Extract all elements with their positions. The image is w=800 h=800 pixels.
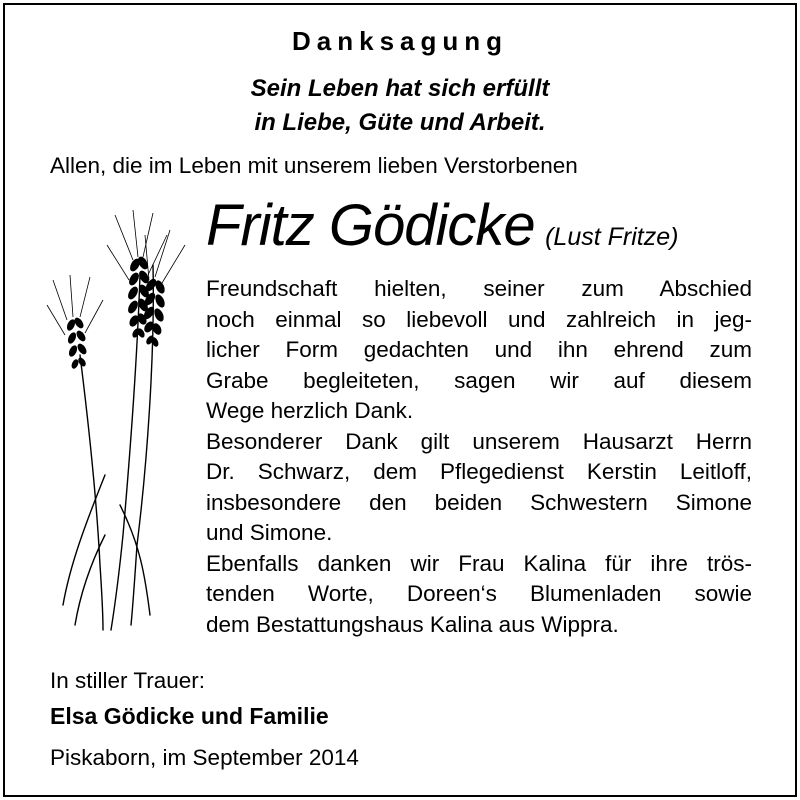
notice-heading: Danksagung <box>291 26 509 56</box>
body-line: Besonderer Dank gilt unserem Hausarzt Herrn <box>206 428 752 454</box>
body-line: noch einmal so liebevoll und zahlreich in jeg- <box>206 306 752 332</box>
body-line: tenden Worte, Doreen‘s Blumenladen sowie <box>206 581 752 606</box>
body-line: insbesondere den beiden Schwestern Simone <box>206 489 752 515</box>
body-line: dem Bestattungshaus Kalina aus Wippra. <box>206 611 619 637</box>
wheat-ears-illustration <box>45 205 200 635</box>
body-line: Grabe begleiteten, sagen wir auf diesem <box>206 367 752 393</box>
body-line: licher Form gedachten und ihn ehrend zum <box>206 337 752 362</box>
motto-line: Sein Leben hat sich erfüllt <box>250 75 550 102</box>
place-date: Piskaborn, im September 2014 <box>50 745 359 770</box>
intro-text: Allen, die im Leben mit unserem lieben Verstorbenen <box>50 153 578 178</box>
deceased-name-block <box>206 192 678 259</box>
mourning-line: In stiller Trauer: <box>50 668 206 693</box>
body-line: und Simone. <box>206 520 333 545</box>
body-line: Dr. Schwarz, dem Pflegedienst Kerstin Leitloff, <box>206 459 752 484</box>
deceased-name: Fritz Gödicke <box>206 193 535 258</box>
body-line: Freundschaft hielten, seiner zum Abschied <box>206 276 752 301</box>
deceased-nickname: (Lust Fritze) <box>545 223 679 251</box>
body-line: Ebenfalls danken wir Frau Kalina für ihre trös- <box>206 550 752 576</box>
motto-line: in Liebe, Güte und Arbeit. <box>254 109 546 136</box>
family-signature: Elsa Gödicke und Familie <box>50 703 329 729</box>
body-text <box>206 274 752 640</box>
motto <box>0 72 800 140</box>
body-line: Wege herzlich Dank. <box>206 398 414 423</box>
